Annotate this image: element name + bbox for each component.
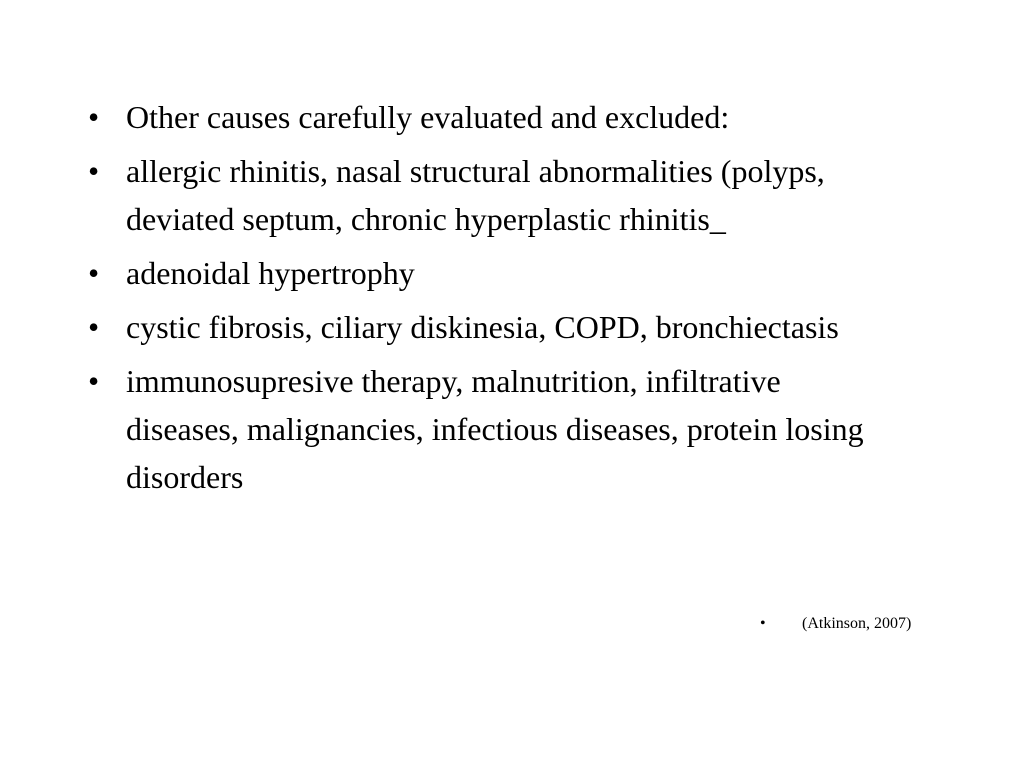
bullet-item (88, 357, 888, 501)
bullet-icon: • (88, 255, 100, 291)
bullet-text: immunosupresive therapy, malnutrition, infiltrative diseases, malignancies, infectious diseases, protein losing disorders (126, 363, 864, 495)
citation (760, 612, 911, 636)
bullet-item (88, 93, 888, 141)
citation-text: (Atkinson, 2007) (802, 615, 912, 632)
bullet-text: adenoidal hypertrophy (126, 255, 415, 291)
bullet-text: Other causes carefully evaluated and excluded: (126, 99, 730, 135)
bullet-text: cystic fibrosis, ciliary diskinesia, COPD, bronchiectasis (126, 309, 839, 345)
bullet-icon: • (88, 309, 100, 345)
bullet-list (88, 93, 888, 507)
bullet-item (88, 249, 888, 297)
bullet-item (88, 147, 888, 243)
bullet-icon: • (88, 153, 100, 189)
bullet-item (88, 303, 888, 351)
bullet-text: allergic rhinitis, nasal structural abnormalities (polyps, deviated septum, chronic hyperplastic rhinitis_ (126, 153, 825, 237)
bullet-icon: • (88, 99, 100, 135)
bullet-icon: • (88, 363, 100, 399)
citation-bullet-icon: • (760, 615, 766, 632)
